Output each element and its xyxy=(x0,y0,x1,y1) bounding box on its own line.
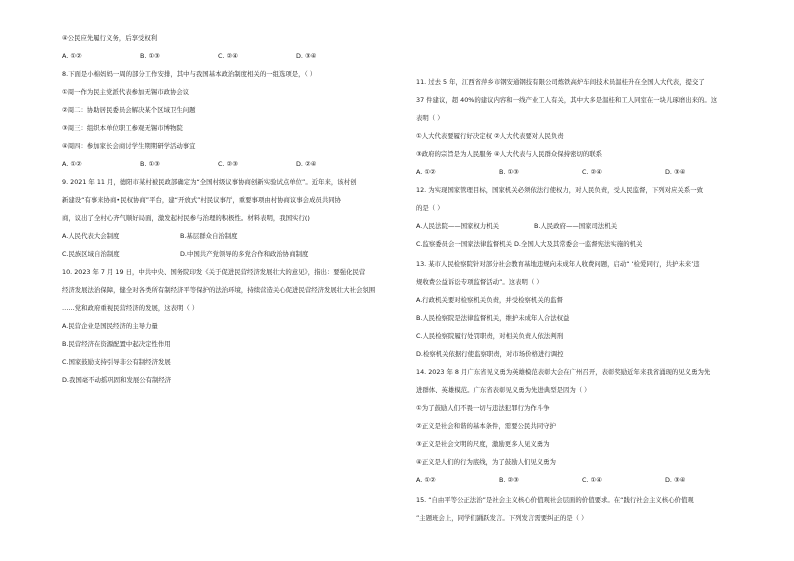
q15-stem-line-2: ”主题班会上，同学们踊跃发言。下列发言需要纠正的是（ ） xyxy=(416,514,588,522)
q10-stem-line-2: 经济发展法治保障，健全对各类所有制经济平等保护的法治环境，持续营造关心促进民营经济发展壮大社会氛围 xyxy=(62,286,376,294)
q11-stem-line-3: 表明（ ） xyxy=(416,114,444,122)
q10-option-c[interactable]: C.国家鼓励支持引导非公有制经济发展 xyxy=(62,358,171,366)
option-c[interactable]: C. ②④ xyxy=(218,52,238,60)
q15-stem-line-1: 15. “自由平等公正法治”是社会主义核心价值观社会层面的价值要求。在“践行社会主义核心价值观 xyxy=(416,496,694,504)
q10-option-d[interactable]: D.我国毫不动摇巩固和发展公有制经济 xyxy=(62,376,172,384)
q8-item-1: ①周一作为民主党派代表参加无锡市政协会议 xyxy=(62,88,190,96)
option-d[interactable]: D. ③④ xyxy=(665,476,686,484)
q11-stem-line-1: 11. 过去 5 年，江西省萍乡市钢安通钢技有限公司炼铁高炉车间技术员温桂升在全国人大代表，提交了 xyxy=(416,78,705,86)
q10-option-b[interactable]: B.民营经济在资源配置中起决定性作用 xyxy=(62,340,171,348)
option-a[interactable]: A. ①② xyxy=(62,160,82,168)
q12-stem-line-1: 12. 为实现国家管理目标，国家机关必须依法行使权力，对人民负责，受人民监督，下列对应关系一致 xyxy=(416,186,703,194)
option-a[interactable]: A. ①② xyxy=(62,52,82,60)
q12-options-row-2[interactable]: C.监察委员会一国家法律监督机关 D.全国人大及其常委会一监督宪法实施的机关 xyxy=(416,240,643,248)
q13-option-a[interactable]: A.行政机关要对检察机关负责，并受检察机关的监督 xyxy=(416,296,563,304)
q14-stem-line-2: 进群体、英雄模范。广东省表彰见义勇为先进典型是因为（ ） xyxy=(416,386,591,394)
q14-options xyxy=(416,476,748,484)
q11-stem-line-2: 37 件建议，超 40%的建议内容和一线产业工人有关，其中大多是温桂和工人同室在一块儿琢磨出来的。这 xyxy=(416,96,718,104)
q13-stem-line-2: 规收费公益诉讼专项监督活动”。这表明（ ） xyxy=(416,278,543,286)
q14-item-2: ②正义是社会和谐的基本条件，需要公民共同守护 xyxy=(416,422,556,430)
q13-option-b[interactable]: B.人民检察院是法律监督机关，维护未成年人合法权益 xyxy=(416,314,570,322)
q13-option-d[interactable]: D.检察机关依据行使监察职责，对市场价格进行调控 xyxy=(416,350,564,358)
option-d[interactable]: D.中国共产党领导的多党合作和政治协商制度 xyxy=(180,250,309,258)
option-c[interactable]: C. ②③ xyxy=(218,160,238,168)
q13-option-c[interactable]: C.人民检察院履行处罚职责，对相关负责人依法判刑 xyxy=(416,332,564,340)
q8-item-3: ③周三：组织本单位职工参观无锡市博物院 xyxy=(62,124,183,132)
option-b[interactable]: B. ①③ xyxy=(499,168,519,176)
option-c[interactable]: C.民族区域自治制度 xyxy=(62,250,120,258)
q14-item-4: ④正义是人们的行为底线，为了鼓励人们见义勇为 xyxy=(416,458,556,466)
q8-stem: 8.下面是小棉妈妈一周的部分工作安排，其中与我国基本政治制度相关的一组选项是，（ ） xyxy=(62,70,317,78)
q12-stem-line-2: 的是（ ） xyxy=(416,204,444,212)
q14-stem-line-1: 14. 2023 年 8 月广东省见义勇为英雄模范表彰大会在广州召开，表彰奖励近年来我省涌现的见义勇为先 xyxy=(416,368,711,376)
option-b[interactable]: B. ①③ xyxy=(140,160,160,168)
q11-items-1: ①人大代表要履行好决定权 ②人大代表要对人民负责 xyxy=(416,132,564,140)
q8-item-4: ④周四：参加家长会商讨学生期期研学活动事宜 xyxy=(62,142,196,150)
option-a[interactable]: A.人民法院——国家权力机关 xyxy=(416,222,499,230)
q10-stem-line-3: ……党和政府重视民营经济的发展，这表明（ ） xyxy=(62,304,199,312)
option-a[interactable]: A. ①② xyxy=(416,168,436,176)
q9-stem-line-3: 商，议出了全村心齐气顺好局面，激发起村民参与治理的积极性。材料表明，我国实行() xyxy=(62,214,310,222)
option-d[interactable]: D. ②④ xyxy=(296,160,317,168)
q7-item-4: ④公民应先履行义务，后享受权利 xyxy=(62,34,158,42)
option-a[interactable]: A.人民代表大会制度 xyxy=(62,232,120,240)
q8-options xyxy=(62,160,374,168)
q9-stem-line-2: 新建设“有事来协商•民权协商”平台，建“开放式”村民议事厅，重要事项由村协商议事会成员共同协 xyxy=(62,196,342,204)
option-b[interactable]: B.基层群众自治制度 xyxy=(180,232,238,240)
option-b[interactable]: B. ②③ xyxy=(499,476,519,484)
q14-item-1: ①为了鼓励人们不畏一切与违法犯罪行为作斗争 xyxy=(416,404,550,412)
q7-options xyxy=(62,52,374,60)
option-c[interactable]: C. ①④ xyxy=(582,476,602,484)
option-b[interactable]: B. ①③ xyxy=(140,52,160,60)
q10-stem-line-1: 10. 2023 年 7 月 19 日，中共中央、国务院印发《关于促进民营经济发展壮大的意见》，指出：要强化民营 xyxy=(62,268,366,276)
q10-option-a[interactable]: A.民营企业是国民经济的主导力量 xyxy=(62,322,158,330)
q13-stem-line-1: 13. 某市人民检察院针对部分社会教育基地违规向未成年人收费问题，启动“ ‘检爱同行，共护未来’违 xyxy=(416,260,700,268)
q11-items-2: ③政府的宗旨是为人民服务 ④人大代表与人民群众保持密切的联系 xyxy=(416,150,603,158)
q9-stem-line-1: 9. 2021 年 11 月，德阳市某村被民政部确定为“全国村级议事协商创新实验试点单位”。近年来，该村创 xyxy=(62,178,357,186)
q8-item-2: ②周二：协助居民委员会解决某个区域卫生问题 xyxy=(62,106,196,114)
q9-options-row-1 xyxy=(62,232,298,240)
q14-item-3: ③正义是社会文明的尺度，激励更多人见义勇为 xyxy=(416,440,550,448)
option-d[interactable]: D. ③④ xyxy=(296,52,317,60)
option-a[interactable]: A. ①② xyxy=(416,476,436,484)
option-d[interactable]: D. ③④ xyxy=(665,168,686,176)
option-c[interactable]: C. ②④ xyxy=(582,168,602,176)
option-b[interactable]: B.人民政府——国家司法机关 xyxy=(534,222,618,230)
q12-options-row-1 xyxy=(416,222,652,230)
q9-options-row-2 xyxy=(62,250,309,258)
q11-options xyxy=(416,168,748,176)
